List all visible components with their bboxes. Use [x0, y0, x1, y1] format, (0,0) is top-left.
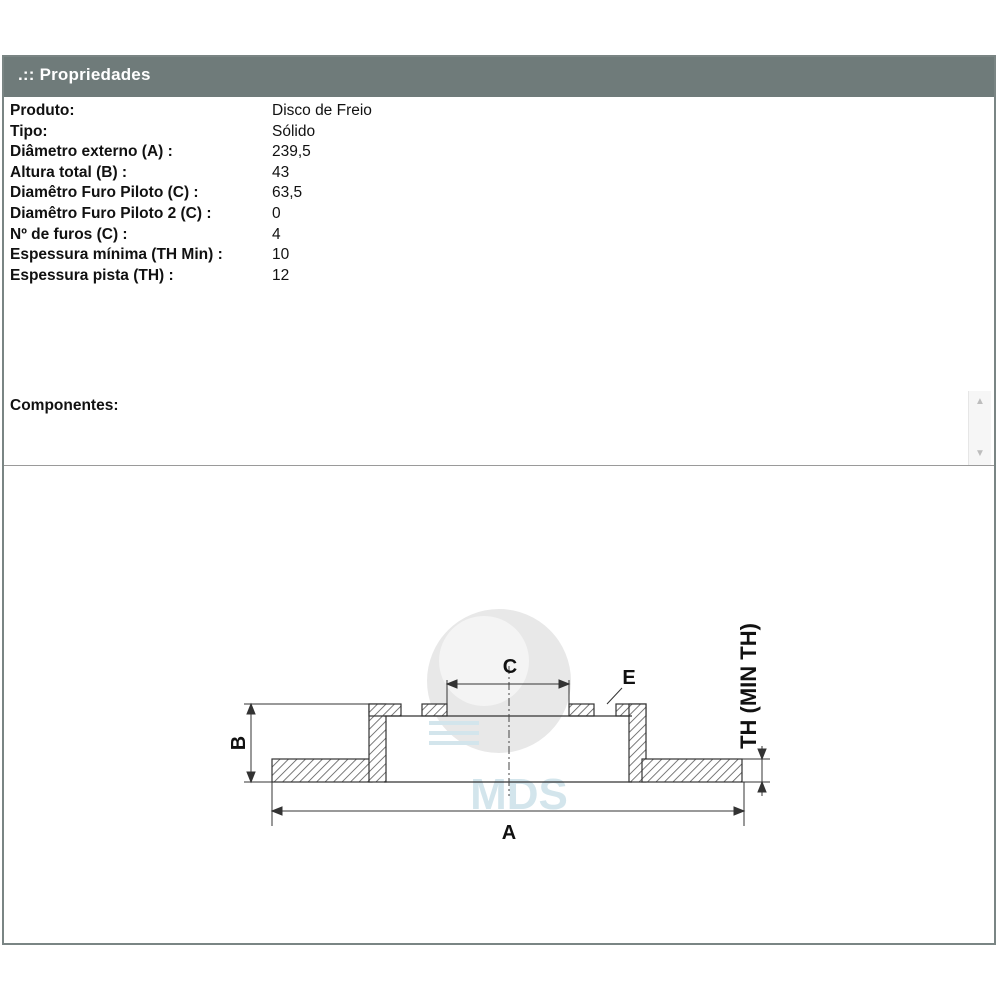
- label-e: E: [622, 667, 636, 689]
- components-label: Componentes:: [10, 397, 119, 414]
- top-hat-left: [369, 704, 401, 716]
- property-row-furo-piloto-2: [10, 204, 970, 225]
- property-row-tipo: [10, 122, 970, 143]
- label-a: A: [501, 822, 517, 844]
- property-label: Tipo:: [10, 122, 48, 140]
- property-value: 12: [272, 266, 290, 284]
- scroll-down-icon[interactable]: ▼: [975, 448, 985, 459]
- property-label: Espessura pista (TH) :: [10, 266, 174, 284]
- label-b: B: [228, 735, 250, 751]
- property-row-espessura-pista: [10, 266, 970, 287]
- scroll-up-icon[interactable]: ▲: [975, 396, 985, 407]
- property-value: 239,5: [272, 143, 311, 161]
- property-row-produto: [10, 101, 970, 122]
- property-value: 0: [272, 204, 281, 222]
- components-scrollbar[interactable]: [968, 391, 991, 465]
- property-row-diametro-externo: [10, 142, 970, 163]
- property-label: Altura total (B) :: [10, 163, 128, 181]
- right-flange: [642, 759, 742, 782]
- property-value: 63,5: [272, 184, 303, 202]
- property-label: Nº de furos (C) :: [10, 225, 128, 243]
- leader-e: [607, 688, 622, 704]
- dimension-th: [742, 746, 770, 796]
- panel-titlebar: [4, 57, 994, 97]
- top-hat-inner-right: [569, 704, 594, 716]
- brake-disc-diagram: [4, 466, 994, 943]
- panel-title: .:: Propriedades: [18, 65, 151, 84]
- properties-panel: [2, 55, 996, 945]
- properties-list: [10, 101, 970, 286]
- property-label: Espessura mínima (TH Min) :: [10, 246, 223, 264]
- property-label: Produto:: [10, 102, 75, 119]
- label-th: TH (MIN TH): [736, 623, 761, 749]
- property-row-espessura-minima: [10, 245, 970, 266]
- property-row-altura-total: [10, 163, 970, 184]
- watermark-logo: [427, 609, 571, 819]
- watermark-text: MDS: [470, 770, 568, 819]
- property-label: Diamêtro Furo Piloto (C) :: [10, 184, 199, 202]
- property-value: 4: [272, 225, 281, 243]
- property-row-numero-furos: [10, 225, 970, 246]
- property-label: Diamêtro Furo Piloto 2 (C) :: [10, 204, 212, 222]
- property-value: 43: [272, 163, 290, 181]
- property-value: Disco de Freio: [272, 102, 372, 119]
- top-hat-inner-left: [422, 704, 447, 716]
- left-flange: [272, 759, 372, 782]
- property-value: 10: [272, 246, 290, 264]
- property-value: Sólido: [272, 122, 316, 140]
- property-label: Diâmetro externo (A) :: [10, 143, 173, 161]
- property-row-furo-piloto: [10, 183, 970, 204]
- label-c: C: [502, 656, 518, 678]
